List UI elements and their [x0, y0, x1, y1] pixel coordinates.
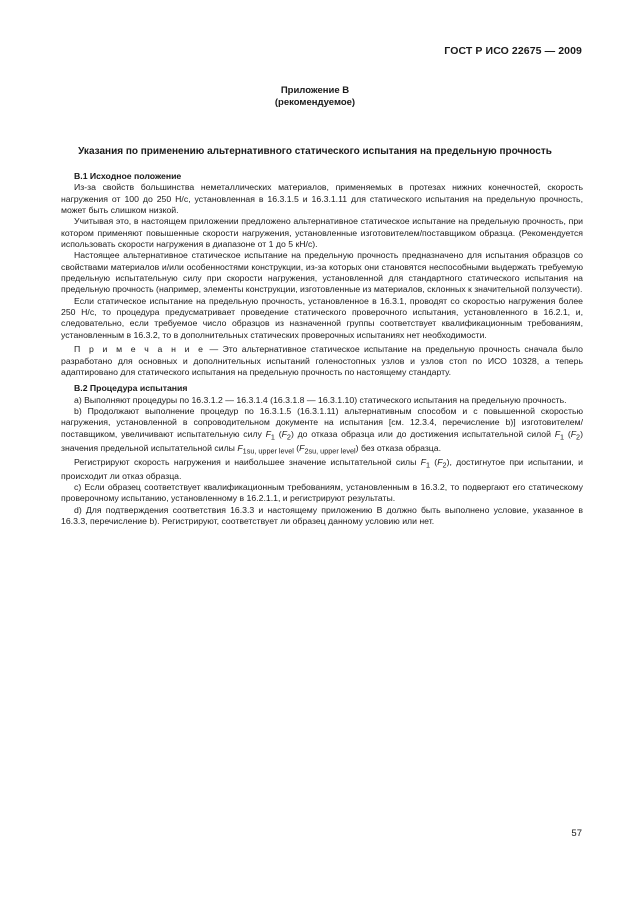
annex-title-block — [0, 85, 630, 109]
annex-subtitle: (рекомендуемое) — [274, 97, 356, 108]
note-paragraph — [61, 344, 583, 378]
paragraph: Настоящее альтернативное статическое испытание на предельную прочность предназначено для испытания образцов со свойствами материалов и/или особенностями конструкции, из-за которых они становятся неспособными выдержать требуемую предельную испытательную силу при скорости нагружения, установленной для стандартного статического испытания на предельную прочность (например, элементы конструкции, изготовленные из материалов, склонных к значительной ползучести). — [61, 250, 583, 295]
registration-paragraph: Регистрируют скорость нагружения и наибольшее значение испытательной силы $F_1$ $(F_2)$, достигнутое при испытании, и происходит ли отказ образца. — [61, 456, 583, 481]
paragraph: Если статическое испытание на предельную прочность, установленное в 16.3.1, проводят со скоростью нагружения более 250 Н/с, то процедура предусматривает проведение статического проверочного испытания, установленного в 16.2.1, и, следовательно, если требуемое число образцов из назначенной группы соответствует квалификационным требованиям, установленным в 16.3.2, то в дополнительных статических проверочных испытаниях нет необходимости. — [61, 295, 583, 340]
document-body — [61, 171, 583, 528]
standard-header: ГОСТ Р ИСО 22675 — 2009 — [444, 45, 582, 57]
item-b: b) Продолжают выполнение процедур по 16.3.1.5 (16.3.1.11) альтернативным способом и с повышенной скоростью нагружения, установленной в сопроводительном документе на испытания [см. 12.3.4, перечисление b)] изготовителем/поставщиком, увеличивают испытательную силу $F_1$ $(F_2)$ до отказа образца или до достижения испытательной силой $F_1$ $(F_2)$ значения предельной испытательной силы $F_{1su, upper level}$ $(F_{2su, upper level})$ без отказа образца. — [61, 405, 583, 456]
item-a: a) Выполняют процедуры по 16.3.1.2 — 16.3.1.4 (16.3.1.8 — 16.3.1.10) статического испытания на предельную прочность. — [74, 394, 567, 405]
section-heading-b2: В.2 Процедура испытания — [74, 383, 188, 394]
annex-title: Приложение В — [280, 85, 350, 96]
item-d: d) Для подтверждения соответствия 16.3.3 и настоящему приложению В должно быть выполнено условие, указанное в 16.3.3, перечисление b). Регистрируют, соответствует ли образец данному условию или нет. — [61, 504, 583, 527]
paragraph: Учитывая это, в настоящем приложении предложено альтернативное статическое испытание на предельную прочность, при котором применяют повышенные скорости нагружения, установленные изготовителем/поставщиком образца. (Рекомендуется использовать скорости нагружения в диапазоне от 1 до 5 кН/с). — [61, 216, 583, 250]
section-heading-b1: В.1 Исходное положение — [74, 171, 182, 181]
main-title: Указания по применению альтернативного статического испытания на предельную прочность — [78, 146, 552, 157]
note-label: П р и м е ч а н и е — [74, 344, 206, 355]
paragraph: Из-за свойств большинства неметаллических материалов, применяемых в протезах нижних конечностей, скорость нагружения от 100 до 250 Н/с, установленная в 16.3.1.5 и 16.3.1.11 для статического испытания на предельную прочность, может быть слишком низкой. — [61, 182, 583, 216]
note-text: — Это альтернативное статическое испытание на предельную прочность сначала было разработано для основных и дополнительных испытаний голеностопных узлов и узлов стоп по ИСО 10328, а теперь адаптировано для статического испытания на предельную прочность по настоящему стандарту. — [61, 344, 583, 377]
page-number: 57 — [571, 828, 582, 839]
item-c: c) Если образец соответствует квалификационным требованиям, установленным в 16.3.2, то подвергают его статическому проверочному испытанию, установленному в 16.2.1.1, и регистрируют результаты. — [61, 482, 583, 504]
